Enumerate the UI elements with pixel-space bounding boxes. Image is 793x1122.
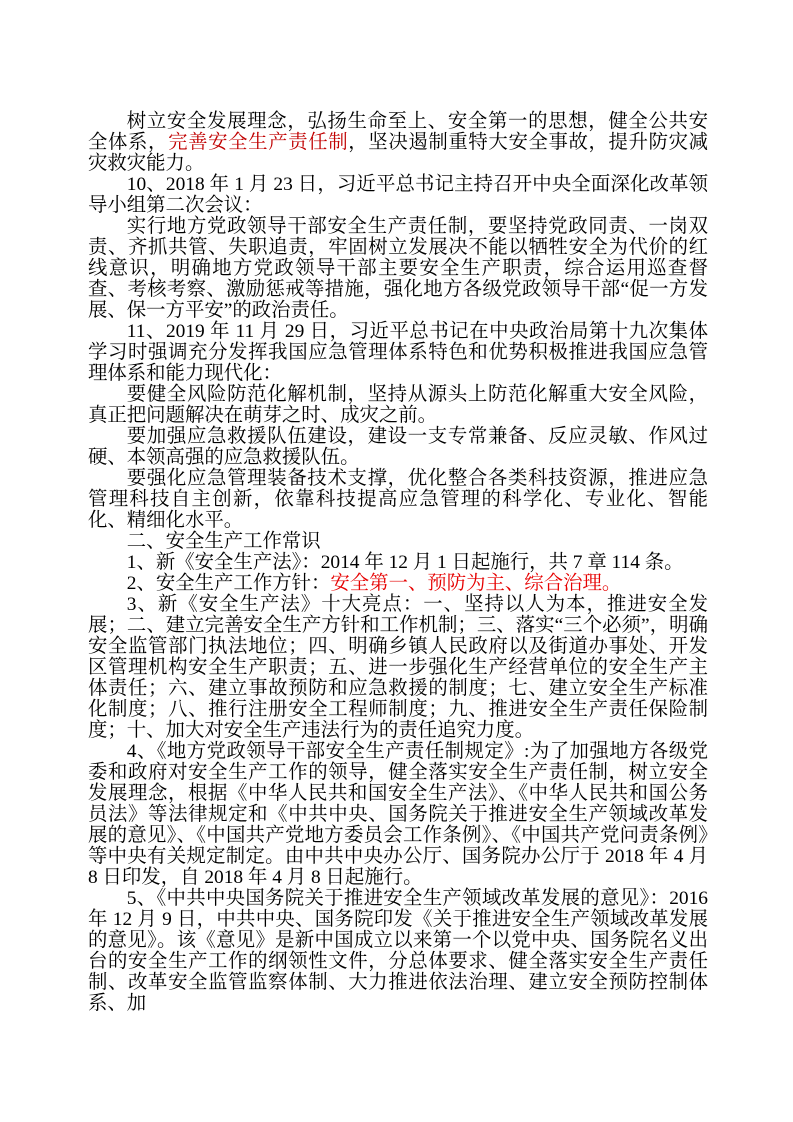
text-run: 2、安全生产工作方针： — [126, 573, 331, 594]
paragraph — [88, 216, 708, 321]
paragraph — [88, 531, 708, 552]
paragraph — [88, 111, 708, 174]
text-run-emphasis: 安全第一、预防为主、综合治理。 — [330, 573, 622, 594]
paragraph — [88, 384, 708, 426]
paragraph — [88, 888, 708, 1014]
paragraph — [88, 741, 708, 888]
text-run-emphasis: 完善安全生产责任制 — [168, 132, 349, 153]
paragraph — [88, 552, 708, 573]
text-run: 11、2019 年 11 月 29 日，习近平总书记在中央政治局第十九次集体学习时强调充分发挥我国应急管理体系特色和优势积极推进我国应急管理体系和能力现代化： — [88, 321, 708, 384]
text-run: 4、《地方党政领导干部安全生产责任制规定》:为了加强地方各级党委和政府对安全生产工作的领导，健全落实安全生产责任制，树立安全发展理念，根据《中华人民共和国安全生产法》、《中华人民共和国公务员法》等法律规定和《中共中央、国务院关于推进安全生产领域改革发展的意见》、《中国共产党地方委员会工作条例》、《中国共产党问责条例》等中央有关规定制定。由中共中央办公厅、国务院办公厅于 2018 年 4 月 8 日印发，自 2018 年 4 月 8 日起施行。 — [88, 741, 708, 888]
text-run: 树立安全发展理念，弘扬生命至上、安全第一的思想，健全公共安全体系， — [88, 111, 708, 153]
paragraph — [88, 573, 708, 594]
text-run: 5、《中共中央国务院关于推进安全生产领域改革发展的意见》：2016 年 12 月 9 日，中共中央、国务院印发《关于推进安全生产领域改革发展的意见》。该《意见》是新中国成立以来第一个以党中央、国务院名义出台的安全生产工作的纲领性文件，分总体要求、健全落实安全生产责任制、改革安全监管监察体制、大力推进依法治理、建立安全预防控制体系、加 — [88, 888, 708, 1014]
text-run: 要加强应急救援队伍建设，建设一支专常兼备、反应灵敏、作风过硬、本领高强的应急救援队伍。 — [88, 426, 708, 468]
text-run: 3、新《安全生产法》十大亮点：一、坚持以人为本，推进安全发展；二、建立完善安全生产方针和工作机制；三、落实“三个必须”，明确安全监管部门执法地位；四、明确乡镇人民政府以及街道办事处、开发区管理机构安全生产职责；五、进一步强化生产经营单位的安全生产主体责任；六、建立事故预防和应急救援的制度；七、建立安全生产标准化制度；八、推行注册安全工程师制度；九、推进安全生产责任保险制度；十、加大对安全生产违法行为的责任追究力度。 — [88, 594, 708, 741]
paragraph — [88, 321, 708, 384]
text-run: ，坚决遏制重特大安全事故，提升防灾减灾救灾能力。 — [88, 132, 709, 174]
paragraph — [88, 426, 708, 468]
document-body — [88, 111, 708, 1014]
text-run: 1、新《安全生产法》：2014 年 12 月 1 日起施行，共 7 章 114 条。 — [126, 552, 684, 573]
paragraph — [88, 174, 708, 216]
text-run: 要健全风险防范化解机制，坚持从源头上防范化解重大安全风险，真正把问题解决在萌芽之时、成灾之前。 — [88, 384, 708, 426]
text-run: 10、2018 年 1 月 23 日，习近平总书记主持召开中央全面深化改革领导小组第二次会议： — [88, 174, 708, 216]
text-run: 要强化应急管理装备技术支撑，优化整合各类科技资源，推进应急管理科技自主创新，依靠科技提高应急管理的科学化、专业化、智能化、精细化水平。 — [88, 468, 708, 531]
text-run: 实行地方党政领导干部安全生产责任制，要坚持党政同责、一岗双责、齐抓共管、失职追责，牢固树立发展决不能以牺牲安全为代价的红线意识，明确地方党政领导干部主要安全生产职责，综合运用巡查督查、考核考察、激励惩戒等措施，强化地方各级党政领导干部“促一方发展、保一方平安”的政治责任。 — [88, 216, 708, 321]
paragraph — [88, 594, 708, 741]
text-run: 二、安全生产工作常识 — [126, 531, 321, 552]
paragraph — [88, 468, 708, 531]
